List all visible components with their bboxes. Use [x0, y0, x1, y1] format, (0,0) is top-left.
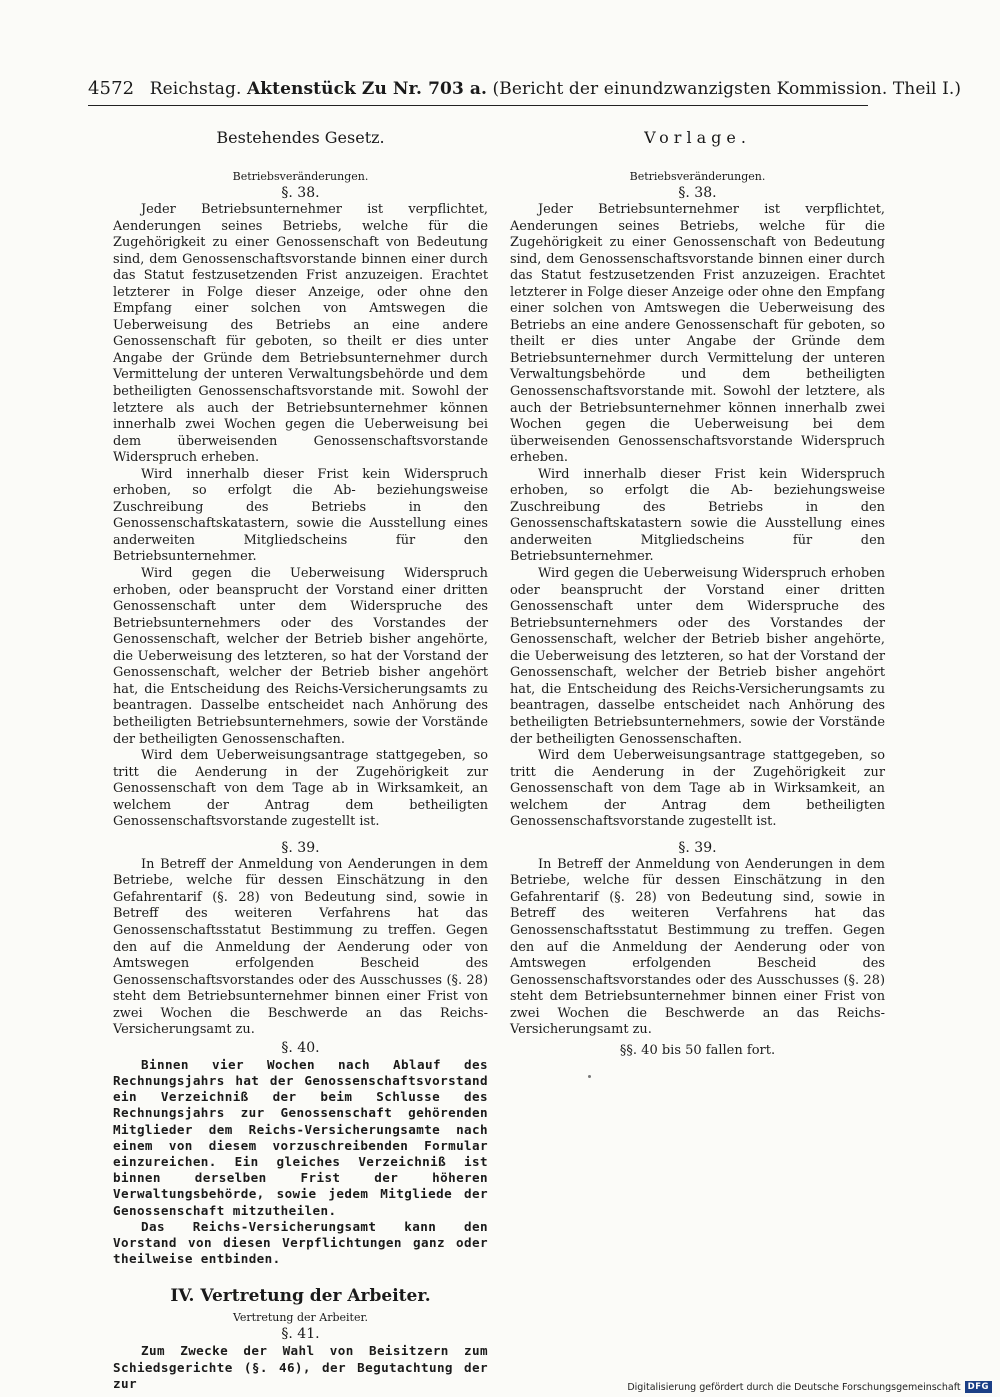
funding-note: Digitalisierung gefördert durch die Deutsche Forschungsgemeinschaft: [627, 1381, 961, 1393]
dfg-logo: DFG: [965, 1381, 992, 1393]
section-heading: §. 39.: [281, 839, 320, 856]
column-existing-law: [113, 128, 488, 1392]
ink-speck: [588, 1075, 591, 1078]
paragraph: Das Reichs-Versicherungsamt kann den Vorstand von diesen Verpflichtungen ganz oder theilweise entbinden.: [113, 1218, 488, 1267]
header-document-ref: Aktenstück Zu Nr. 703 a.: [247, 79, 488, 99]
paragraph: Wird innerhalb dieser Frist kein Widerspruch erhoben, so erfolgt die Ab- beziehungsweise Zuschreibung des Betriebs in den Genossenschaftskatastern sowie die Ausstellung eines anderweiten Mitgliedscheins für den Betriebsunternehmer.: [510, 466, 885, 565]
footer: [627, 1381, 992, 1393]
paragraph: Wird dem Ueberweisungsantrage stattgegeben, so tritt die Aenderung in der Zugehörigkeit zur Genossenschaft von dem Tage ab in Wirksamkeit, an welchem der Antrag dem betheiligten Genossenschaftsvorstande zugestellt ist.: [113, 748, 488, 830]
page-number: 4572: [88, 78, 135, 99]
subheading: Vertretung der Arbeiter.: [232, 1311, 369, 1325]
omitted-sections-note: §§. 40 bis 50 fallen fort.: [619, 1042, 776, 1058]
paragraph: Binnen vier Wochen nach Ablauf des Rechnungsjahrs hat der Genossenschaftsvorstand ein Verzeichniß der beim Schlusse des Rechnungsjahrs zur Genossenschaft gehörenden Mitglieder dem Reichs-Versicherungsamte nach einem von diesem vorzuschreibenden Formular einzureichen. Ein gleiches Verzeichniß ist binnen derselben Frist der höheren Verwaltungsbehörde, sowie jedem Mitgliede der Genossenschaft mitzutheilen.: [113, 1056, 488, 1218]
section-heading: §. 39.: [678, 839, 717, 856]
section-heading: §. 38.: [281, 185, 320, 201]
paragraph: Jeder Betriebsunternehmer ist verpflichtet, Aenderungen seines Betriebs, welche für die Zugehörigkeit zu einer Genossenschaft von Bedeutung sind, dem Genossenschaftsvorstande binnen einer durch das Statut festzusetzenden Frist anzuzeigen. Erachtet letzterer in Folge dieser Anzeige, oder ohne den Empfang einer solchen von Amtswegen die Ueberweisung des Betriebs an eine andere Genossenschaft für geboten, so theilt er dies unter Angabe der Gründe dem Betriebsunternehmer durch Vermittelung der unteren Verwaltungsbehörde und dem betheiligten Genossenschaftsvorstande mit. Sowohl der letztere als auch der Betriebsunternehmer können innerhalb zwei Wochen gegen die Ueberweisung bei dem überweisenden Genossenschaftsvorstande Widerspruch erheben.: [113, 202, 488, 466]
column-title: Vorlage.: [644, 128, 751, 147]
header-rule: [88, 105, 868, 106]
subheading: Betriebsveränderungen.: [629, 170, 766, 183]
paragraph: Jeder Betriebsunternehmer ist verpflichtet, Aenderungen seines Betriebs, welche für die Zugehörigkeit zu einer Genossenschaft von Bedeutung sind, dem Genossenschaftsvorstande binnen einer durch das Statut festzusetzenden Frist anzuzeigen. Erachtet letzterer in Folge dieser Anzeige oder ohne den Empfang einer solchen von Amtswegen die Ueberweisung des Betriebs an eine andere Genossenschaft für geboten, so theilt er dies unter Angabe der Gründe dem Betriebsunternehmer durch Vermittelung der unteren Verwaltungsbehörde und dem betheiligten Genossenschaftsvorstande mit. Sowohl der letztere, als auch der Betriebsunternehmer können innerhalb zwei Wochen gegen die Ueberweisung bei dem überweisenden Genossenschaftsvorstande Widerspruch erheben.: [510, 202, 886, 466]
page-header: [88, 78, 962, 99]
part-heading: IV. Vertretung der Arbeiter.: [170, 1286, 431, 1307]
paragraph: Wird gegen die Ueberweisung Widerspruch erhoben, oder beansprucht der Vorstand einer dritten Genossenschaft unter dem Widerspruche des Betriebsunternehmers oder des Vorstandes der Genossenschaft, welcher der Betrieb bisher angehörte, die Ueberweisung des letzteren, so hat der Vorstand der Genossenschaft, welcher der Betrieb bisher angehört hat, die Entscheidung des Reichs-Versicherungsamts zu beantragen. Dasselbe entscheidet nach Anhörung des betheiligten Betriebsunternehmers, sowie der Vorstände der betheiligten Genossenschaften.: [113, 566, 488, 747]
column-title: Bestehendes Gesetz.: [216, 128, 385, 147]
paragraph: Wird gegen die Ueberweisung Widerspruch erhoben oder beansprucht der Vorstand einer dritten Genossenschaft unter dem Widerspruche des Betriebsunternehmers oder des Vorstandes der Genossenschaft, welcher der Betrieb bisher angehörte, die Ueberweisung des letzteren, so hat der Vorstand der Genossenschaft, welcher der Betrieb bisher angehört hat, die Entscheidung des Reichs-Versicherungsamts zu beantragen, dasselbe entscheidet nach Anhörung des betheiligten Betriebsunternehmers, sowie der Vorstände der betheiligten Genossenschaften.: [510, 566, 885, 747]
paragraph: Zum Zwecke der Wahl von Beisitzern zum Schiedsgerichte (§. 46), der Begutachtung der zur: [113, 1343, 488, 1391]
paragraph: In Betreff der Anmeldung von Aenderungen in dem Betriebe, welche für dessen Einschätzung in den Gefahrentarif (§. 28) von Bedeutung sind, sowie in Betreff des weiteren Verfahrens hat das Genossenschaftsstatut Bestimmung zu treffen. Gegen den auf die Anmeldung der Aenderung oder von Amtswegen erfolgenden Bescheid des Genossenschaftsvorstandes oder des Ausschusses (§. 28) steht dem Betriebsunternehmer binnen einer Frist von zwei Wochen die Beschwerde an das Reichs-Versicherungsamt zu.: [113, 856, 488, 1038]
paragraph: Wird dem Ueberweisungsantrage stattgegeben, so tritt die Aenderung in der Zugehörigkeit zur Genossenschaft von dem Tage ab in Wirksamkeit, an welchem der Antrag dem betheiligten Genossenschaftsvorstande zugestellt ist.: [510, 748, 885, 830]
subheading: Betriebsveränderungen.: [232, 170, 369, 183]
header-report-title: (Bericht der einundzwanzigsten Kommission. Theil I.): [492, 79, 962, 99]
column-proposal: [510, 128, 885, 1059]
section-heading: §. 41.: [281, 1326, 320, 1343]
section-heading: §. 40.: [281, 1039, 320, 1056]
header-publication: Reichstag.: [149, 79, 242, 99]
section-heading: §. 38.: [678, 185, 717, 201]
paragraph: Wird innerhalb dieser Frist kein Widerspruch erhoben, so erfolgt die Ab- beziehungsweise Zuschreibung des Betriebs in den Genossenschaftskatastern, sowie die Ausstellung eines anderweiten Mitgliedscheins für den Betriebsunternehmer.: [113, 466, 488, 565]
paragraph: In Betreff der Anmeldung von Aenderungen in dem Betriebe, welche für dessen Einschätzung in den Gefahrentarif (§. 28) von Bedeutung sind, sowie in Betreff des weiteren Verfahrens hat das Genossenschaftsstatut Bestimmung zu treffen. Gegen den auf die Anmeldung der Aenderung oder von Amtswegen erfolgenden Bescheid des Genossenschaftsvorstandes oder des Ausschusses (§. 28) steht dem Betriebsunternehmer binnen einer Frist von zwei Wochen die Beschwerde an das Reichs-Versicherungsamt zu.: [510, 856, 885, 1038]
